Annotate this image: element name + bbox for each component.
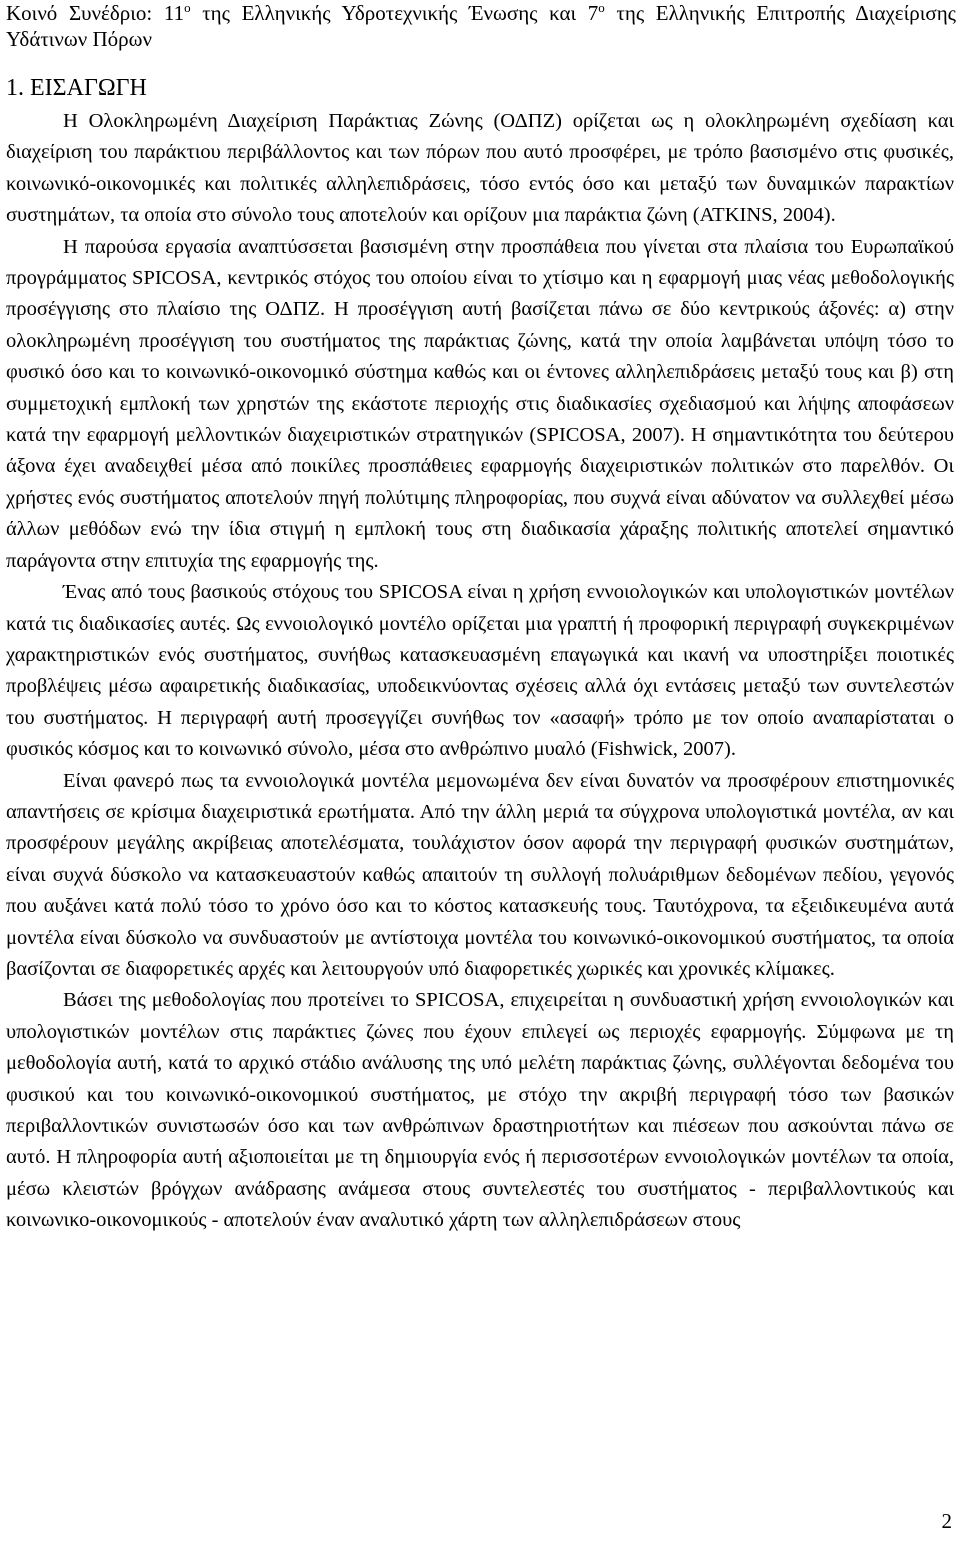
header-text-1: Κοινό Συνέδριο: 11	[6, 1, 185, 25]
page-number: 2	[941, 1509, 952, 1533]
section-heading: 1. ΕΙΣΑΓΩΓΗ	[6, 75, 147, 101]
running-header	[6, 0, 956, 52]
paragraph-2: Η παρούσα εργασία αναπτύσσεται βασισμένη στην προσπάθεια που γίνεται στα πλαίσια του Ευρωπαϊκού προγράμματος SPICOSA, κεντρικός στόχος του οποίου είναι το χτίσιμο και η εφαρμογή μιας νέας μεθοδολογικής προσέγγισης στο πλαίσιο της ΟΔΠΖ. Η προσέγγιση αυτή βασίζεται πάνω σε δύο κεντρικούς άξονές: α) στην ολοκληρωμένη προσέγγιση του συστήματος της παράκτιας ζώνης, κατά την οποία λαμβάνεται υπόψη τόσο το φυσικό όσο και το κοινωνικό-οικονομικό σύστημα καθώς και οι έντονες αλληλεπιδράσεις μεταξύ τους και β) στη συμμετοχική εμπλοκή των χρηστών της εκάστοτε περιοχής στις διαδικασίες σχεδιασμού και λήψης αποφάσεων κατά την εφαρμογή μελλοντικών διαχειριστικών στρατηγικών (SPICOSA, 2007). Η σημαντικότητα του δεύτερου άξονα έχει αναδειχθεί μέσα από ποικίλες προσπάθειες εφαρμογής διαχειριστικών πολιτικών στο παρελθόν. Οι χρήστες ενός συστήματος αποτελούν πηγή πολύτιμης πληροφορίας, που συχνά είναι αδύνατον να συλλεχθεί μέσω άλλων μεθόδων ενώ την ίδια στιγμή η εμπλοκή τους στη διαδικασία χάραξης πολιτικής αποτελεί σημαντικό παράγοντα στην επιτυχία της εφαρμογής της.	[6, 235, 954, 572]
paragraph-1: Η Ολοκληρωμένη Διαχείριση Παράκτιας Ζώνης (ΟΔΠΖ) ορίζεται ως η ολοκληρωμένη σχεδίαση και διαχείριση του παράκτιου περιβάλλοντος και των πόρων που αυτό προσφέρει, με τρόπο βασισμένο στις φυσικές, κοινωνικό-οικονομικές και πολιτικές αλληλεπιδράσεις, τόσο εντός όσο και μεταξύ των δυναμικών παρακτίων συστημάτων, τα οποία στο σύνολο τους αποτελούν και ορίζουν μια παράκτια ζώνη (ATKINS, 2004).	[6, 110, 954, 227]
header-text-3: της Ελληνικής Επιτροπής Διαχείρισης Υδάτινων Πόρων	[6, 1, 956, 51]
paragraph-5: Βάσει της μεθοδολογίας που προτείνει το SPICOSA, επιχειρείται η συνδυαστική χρήση εννοιολογικών και υπολογιστικών μοντέλων στις παράκτιες ζώνες που έχουν επιλεγεί ως περιοχές εφαρμογής. Σύμφωνα με τη μεθοδολογία αυτή, κατά το αρχικό στάδιο ανάλυσης της υπό μελέτη παράκτιας ζώνης, συλλέγονται δεδομένα του φυσικού και του κοινωνικό-οικονομικού συστήματος, με στόχο την ακριβή περιγραφή τόσο των βασικών περιβαλλοντικών συνιστωσών όσο και των ανθρώπινων δραστηριοτήτων και πιέσεων που ασκούνται πάνω σε αυτό. Η πληροφορία αυτή αξιοποιείται με τη δημιουργία ενός ή περισσοτέρων εννοιολογικών μοντέλων τα οποία, μέσω κλειστών βρόγχων ανάδρασης ανάμεσα στους συντελεστές του συστήματος - περιβαλλοντικούς και κοινωνικο-οικονομικούς - αποτελούν έναν αναλυτικό χάρτη των αλληλεπιδράσεων στους	[6, 989, 954, 1232]
paragraph-3: Ένας από τους βασικούς στόχους του SPICOSA είναι η χρήση εννοιολογικών και υπολογιστικών μοντέλων κατά τις διαδικασίες αυτές. Ως εννοιολογικό μοντέλο ορίζεται μια γραπτή ή προφορική περιγραφή συγκεκριμένων χαρακτηριστικών ενός συστήματος, συνήθως κατασκευασμένη επαγωγικά και ικανή να υποστηρίξει ποιοτικές προβλέψεις μέσω αφαιρετικής διαδικασίας, υποδεικνύοντας σχέσεις αλλά όχι εντάσεις μεταξύ των συντελεστών του συστήματος. Η περιγραφή αυτή προσεγγίζει συνήθως τον «ασαφή» τρόπο με τον οποίο αναπαρίσταται ο φυσικός κόσμος και το κοινωνικό σύνολο, μέσα στο ανθρώπινο μυαλό (Fishwick, 2007).	[6, 581, 954, 761]
paragraph-4: Είναι φανερό πως τα εννοιολογικά μοντέλα μεμονωμένα δεν είναι δυνατόν να προσφέρουν επιστημονικές απαντήσεις σε κρίσιμα διαχειριστικά ερωτήματα. Από την άλλη μεριά τα σύγχρονα υπολογιστικά μοντέλα, αν και προσφέρουν μεγάλης ακρίβειας αποτελέσματα, τουλάχιστον όσον αφορά την περιγραφή φυσικών συστημάτων, είναι συχνά δύσκολο να κατασκευαστούν καθώς απαιτούν τη συλλογή πολυάριθμων δεδομένων πεδίου, γεγονός που αυξάνει κατά πολύ τόσο το χρόνο όσο και το κόστος κατασκευής τους. Ταυτόχρονα, τα εξειδικευμένα αυτά μοντέλα είναι δύσκολο να συνδυαστούν με αντίστοιχα μοντέλα του κοινωνικό-οικονομικού συστήματος, τα οποία βασίζονται σε διαφορετικές αρχές και λειτουργούν υπό διαφορετικές χωρικές και χρονικές κλίμακες.	[6, 769, 954, 980]
header-superscript-2: ο	[598, 0, 605, 15]
section-introduction	[6, 74, 954, 1237]
header-text-2: της Ελληνικής Υδροτεχνικής Ένωσης και 7	[190, 1, 599, 25]
header-superscript-1: ο	[184, 0, 191, 15]
